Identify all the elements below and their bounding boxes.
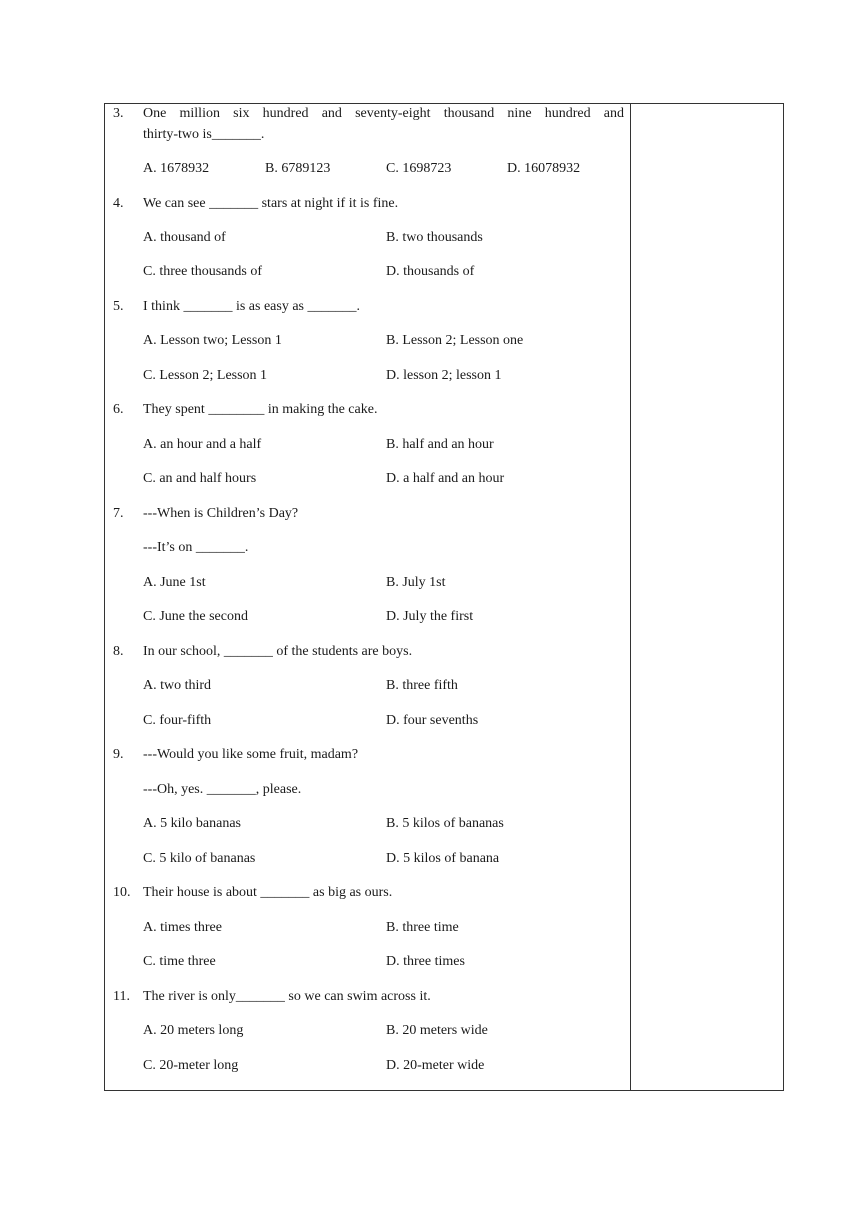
question-stem: ---Would you like some fruit, madam?: [143, 747, 359, 762]
question-stem: We can see _______ stars at night if it is fine.: [143, 196, 399, 211]
option-b: B. Lesson 2; Lesson one: [386, 333, 524, 348]
option-c: C. time three: [143, 954, 216, 969]
question-stem: ---When is Children’s Day?: [143, 506, 299, 521]
option-c: C. four-fifth: [143, 713, 212, 728]
option-d: D. 20-meter wide: [386, 1058, 485, 1073]
question-stem: I think _______ is as easy as _______.: [143, 299, 360, 314]
option-b: B. three time: [386, 920, 459, 935]
option-a: A. an hour and a half: [143, 437, 262, 452]
option-a: A. 5 kilo bananas: [143, 816, 241, 831]
question-number: 10.: [113, 885, 131, 900]
question-stem: Their house is about _______ as big as ours.: [143, 885, 393, 900]
question-table: [104, 103, 784, 1091]
option-c: C. 1698723: [386, 161, 452, 176]
option-b: B. three fifth: [386, 678, 458, 693]
question-stem-reply: ---It’s on _______.: [143, 540, 249, 555]
option-b: B. half and an hour: [386, 437, 494, 452]
question-number: 11.: [113, 989, 130, 1004]
question-number: 5.: [113, 299, 124, 314]
option-d: D. July the first: [386, 609, 474, 624]
question-number: 7.: [113, 506, 124, 521]
option-d: D. thousands of: [386, 264, 475, 279]
option-d: D. 5 kilos of banana: [386, 851, 500, 866]
option-b: B. two thousands: [386, 230, 483, 245]
option-d: D. lesson 2; lesson 1: [386, 368, 502, 383]
option-a: A. two third: [143, 678, 212, 693]
option-c: C. an and half hours: [143, 471, 257, 486]
question-number: 3.: [113, 106, 124, 121]
option-c: C. Lesson 2; Lesson 1: [143, 368, 268, 383]
option-d: D. four sevenths: [386, 713, 479, 728]
question-stem: They spent ________ in making the cake.: [143, 402, 378, 417]
option-b: B. 5 kilos of bananas: [386, 816, 504, 831]
blank-side-cell: [631, 104, 783, 1090]
question-stem: In our school, _______ of the students are boys.: [143, 644, 413, 659]
question-stem-line1: One million six hundred and seventy-eight thousand nine hundred and: [143, 106, 624, 121]
option-a: A. June 1st: [143, 575, 206, 590]
option-c: C. 20-meter long: [143, 1058, 239, 1073]
option-a: A. Lesson two; Lesson 1: [143, 333, 282, 348]
option-c: C. three thousands of: [143, 264, 262, 279]
option-b: B. 20 meters wide: [386, 1023, 488, 1038]
option-b: B. 6789123: [265, 161, 331, 176]
question-number: 4.: [113, 196, 124, 211]
option-d: D. three times: [386, 954, 465, 969]
question-stem-line2: thirty-two is_______.: [143, 127, 265, 142]
option-c: C. 5 kilo of bananas: [143, 851, 256, 866]
option-d: D. a half and an hour: [386, 471, 505, 486]
option-c: C. June the second: [143, 609, 248, 624]
option-d: D. 16078932: [507, 161, 581, 176]
question-number: 9.: [113, 747, 124, 762]
question-number: 8.: [113, 644, 124, 659]
option-a: A. times three: [143, 920, 222, 935]
option-a: A. thousand of: [143, 230, 226, 245]
question-stem: The river is only_______ so we can swim across it.: [143, 989, 431, 1004]
option-b: B. July 1st: [386, 575, 446, 590]
question-stem-reply: ---Oh, yes. _______, please.: [143, 782, 302, 797]
question-number: 6.: [113, 402, 124, 417]
option-a: A. 20 meters long: [143, 1023, 244, 1038]
option-a: A. 1678932: [143, 161, 210, 176]
